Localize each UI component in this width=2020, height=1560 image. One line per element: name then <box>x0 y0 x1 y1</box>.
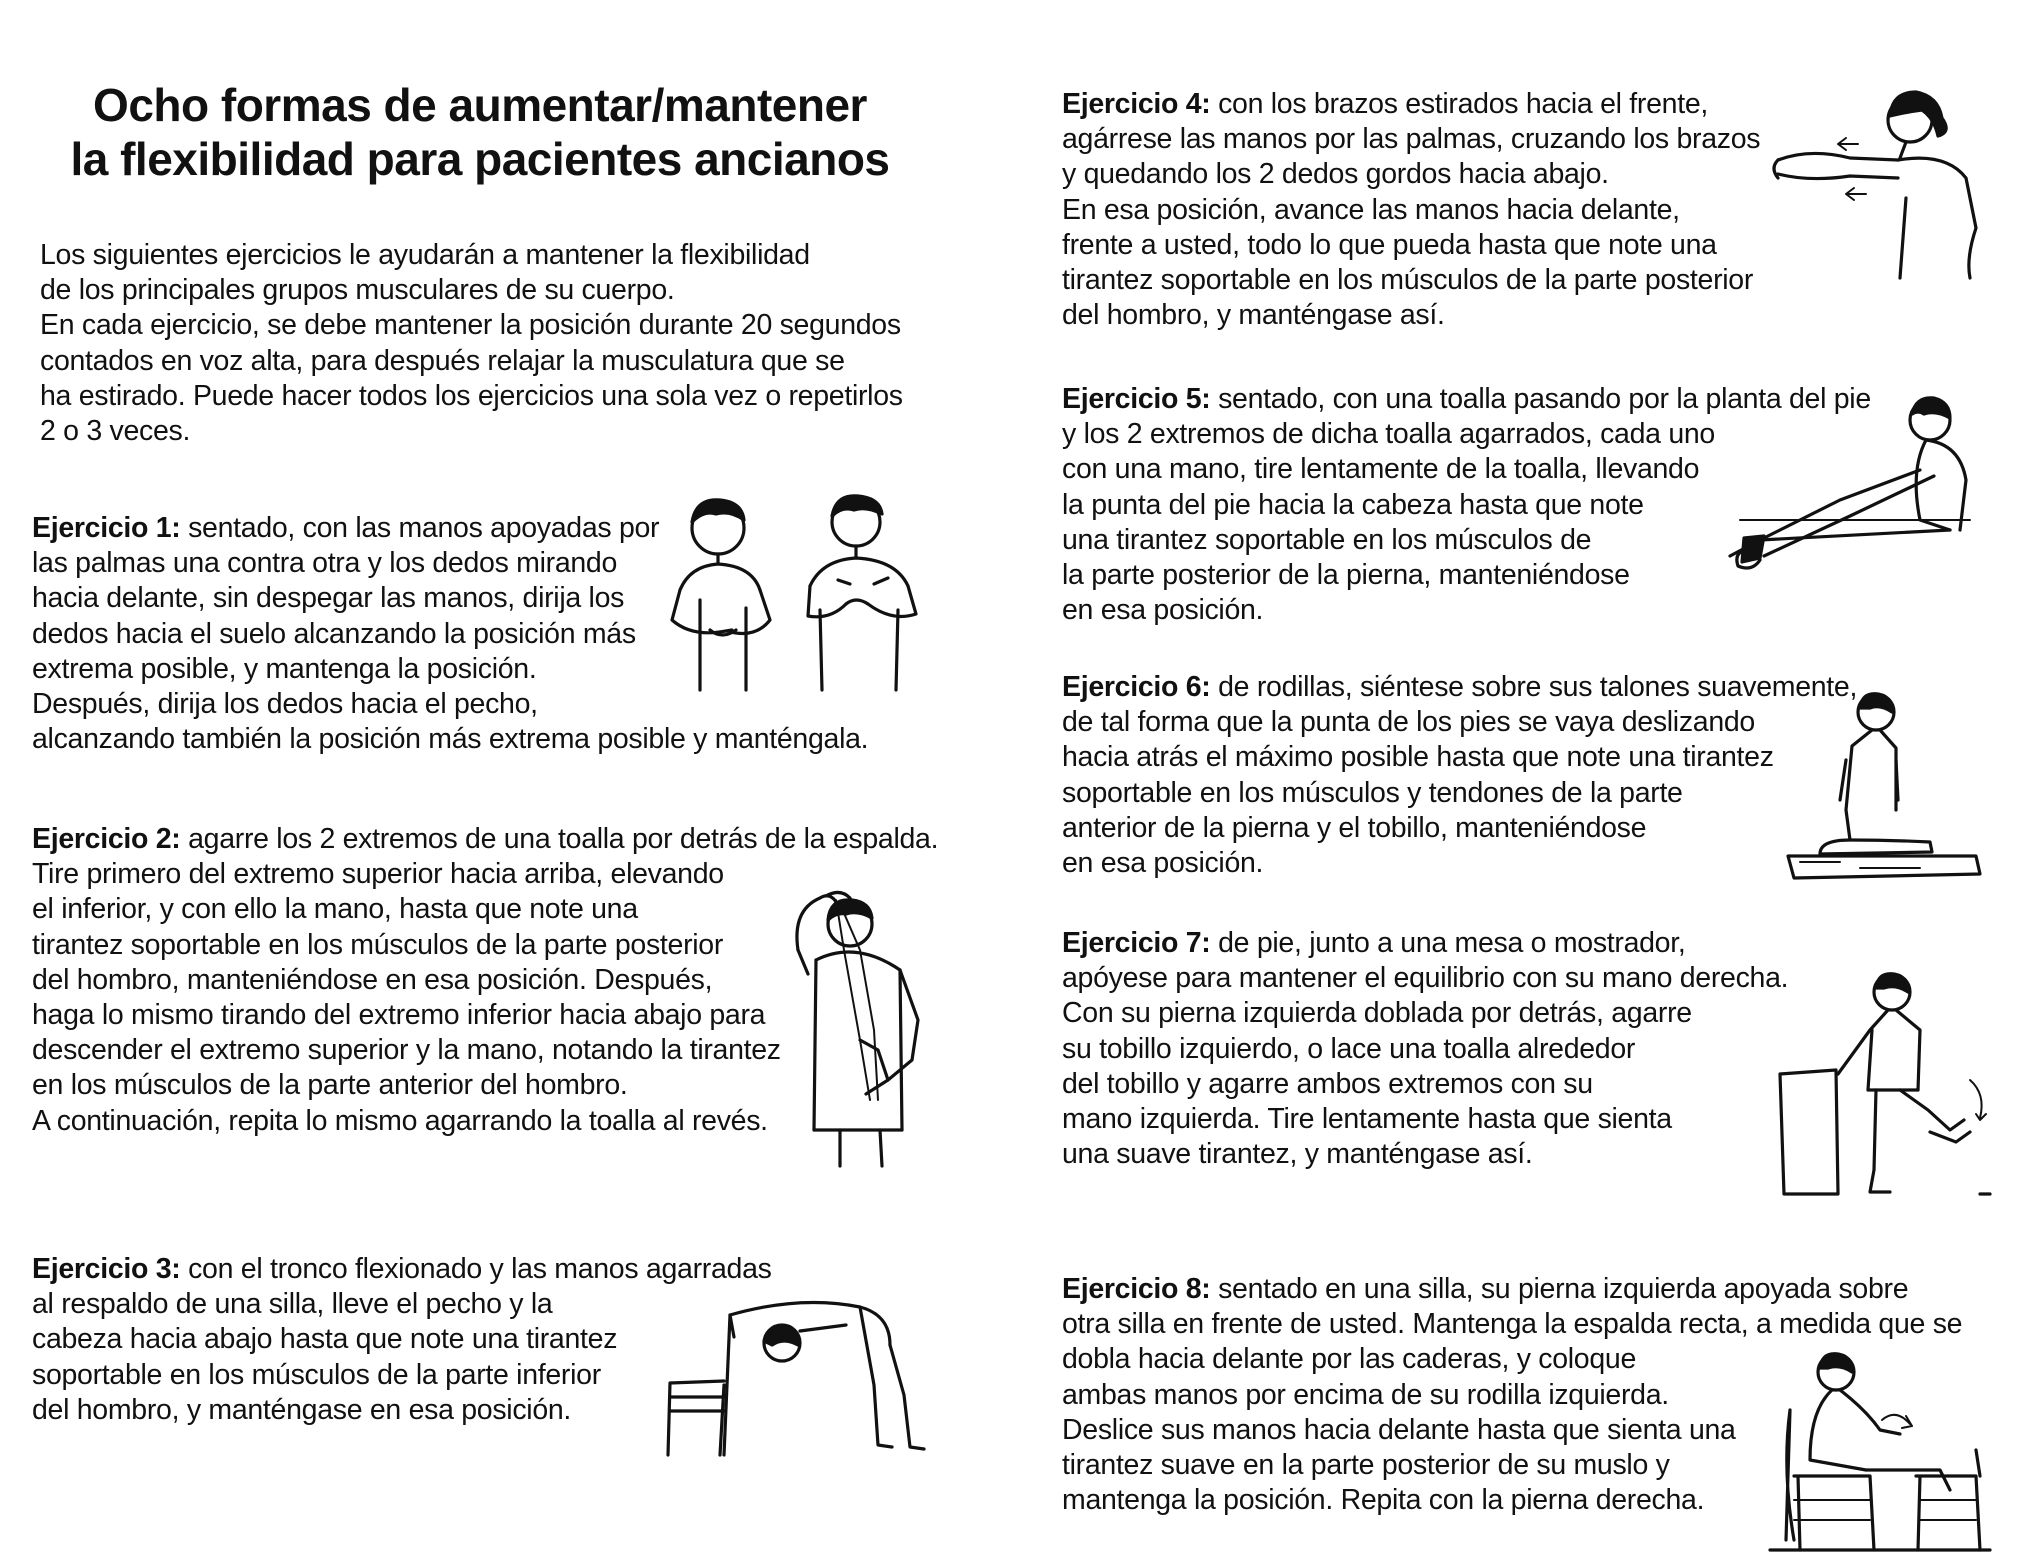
exercise-first-text: sentado, con las manos apoyadas por <box>180 512 660 544</box>
exercise-line: cabeza hacia abajo hasta que note una tirantez <box>32 1323 618 1356</box>
exercise-line: tirantez suave en la parte posterior de su muslo y <box>1062 1449 1670 1482</box>
title-line-1: Ocho formas de aumentar/mantener <box>93 79 867 131</box>
exercise-line: en esa posición. <box>1062 594 1264 627</box>
page-title <box>30 78 930 186</box>
chair-bend-illustration <box>660 1285 950 1465</box>
exercise-line: haga lo mismo tirando del extremo inferior hacia abajo para <box>32 999 766 1032</box>
exercise-label: Ejercicio 3: <box>32 1253 181 1285</box>
exercise-line: soportable en los músculos y tendones de la parte <box>1062 776 1683 809</box>
exercise-first-text: sentado, con una toalla pasando por la planta del pie <box>1210 383 1871 415</box>
exercise-line: dedos hacia el suelo alcanzando la posición más <box>32 617 636 650</box>
exercise-line: hacia delante, sin despegar las manos, dirija los <box>32 582 625 615</box>
exercise-first-text: de pie, junto a una mesa o mostrador, <box>1210 927 1686 959</box>
exercise-line: de tal forma que la punta de los pies se vaya deslizando <box>1062 706 1755 739</box>
exercise-line: otra silla en frente de usted. Mantenga la espalda recta, a medida que se <box>1062 1308 1963 1341</box>
exercise-line: del tobillo y agarre ambos extremos con su <box>1062 1067 1593 1100</box>
exercise-first-text: de rodillas, siéntese sobre sus talones suavemente, <box>1210 671 1858 703</box>
exercise-line: del hombro, y manténgase en esa posición. <box>32 1393 572 1426</box>
exercise-label: Ejercicio 1: <box>32 512 181 544</box>
exercise-line: tirantez soportable en los músculos de la parte posterior <box>32 928 724 961</box>
exercise-first-line <box>32 1252 772 1287</box>
exercise-line: Con su pierna izquierda doblada por detrás, agarre <box>1062 997 1692 1030</box>
exercise-first-text: sentado en una silla, su pierna izquierda apoyada sobre <box>1210 1273 1909 1305</box>
exercise-label: Ejercicio 5: <box>1062 383 1211 415</box>
exercise-line: y quedando los 2 dedos gordos hacia abajo. <box>1062 158 1609 191</box>
exercise-line: Tire primero del extremo superior hacia arriba, elevando <box>32 858 724 891</box>
exercise-line: una tirantez soportable en los músculos de <box>1062 523 1592 556</box>
exercise-line: A continuación, repita lo mismo agarrando la toalla al revés. <box>32 1104 768 1137</box>
wrist-stretch-illustration <box>660 480 940 700</box>
intro-paragraph <box>40 238 903 449</box>
exercise-first-line <box>1062 1272 1962 1307</box>
towel-behind-back-illustration <box>770 880 940 1170</box>
exercise-first-line <box>1062 670 1857 705</box>
exercise-line: y los 2 extremos de dicha toalla agarrados, cada uno <box>1062 418 1715 451</box>
exercise-line: su tobillo izquierdo, o lace una toalla alrededor <box>1062 1032 1636 1065</box>
exercise-line: la punta del pie hacia la cabeza hasta que note <box>1062 488 1644 521</box>
exercise-label: Ejercicio 4: <box>1062 88 1211 120</box>
exercise-line: tirantez soportable en los músculos de la parte posterior <box>1062 264 1754 297</box>
exercise-line: frente a usted, todo lo que pueda hasta que note una <box>1062 228 1717 261</box>
exercise-line: el inferior, y con ello la mano, hasta que note una <box>32 893 638 926</box>
exercise-line: En esa posición, avance las manos hacia delante, <box>1062 193 1680 226</box>
intro-line: Los siguientes ejercicios le ayudarán a mantener la flexibilidad <box>40 239 810 271</box>
exercise-line: ambas manos por encima de su rodilla izquierda. <box>1062 1378 1669 1411</box>
exercise-line: mantenga la posición. Repita con la pierna derecha. <box>1062 1484 1705 1517</box>
exercise-first-line <box>1062 87 1760 122</box>
exercise-first-text: con los brazos estirados hacia el frente, <box>1210 88 1708 120</box>
exercise-7-text <box>1062 926 1788 1172</box>
exercise-line: en esa posición. <box>1062 847 1264 880</box>
exercise-line: agárrese las manos por las palmas, cruzando los brazos <box>1062 123 1761 156</box>
seated-towel-illustration <box>1720 390 1980 590</box>
exercise-line: extrema posible, y mantenga la posición. <box>32 652 537 685</box>
exercise-line: mano izquierda. Tire lentamente hasta que sienta <box>1062 1103 1672 1136</box>
exercise-line: dobla hacia delante por las caderas, y coloque <box>1062 1343 1637 1376</box>
exercise-first-line <box>32 822 938 857</box>
exercise-line: la parte posterior de la pierna, manteniéndose <box>1062 559 1630 592</box>
exercise-line: en los músculos de la parte anterior del hombro. <box>32 1069 628 1102</box>
exercise-first-text: agarre los 2 extremos de una toalla por detrás de la espalda. <box>180 823 939 855</box>
exercise-label: Ejercicio 6: <box>1062 671 1211 703</box>
exercise-line: Después, dirija los dedos hacia el pecho, <box>32 688 538 721</box>
standing-quad-illustration <box>1780 970 2000 1200</box>
exercise-line: soportable en los músculos de la parte inferior <box>32 1358 601 1391</box>
exercise-line: apóyese para mantener el equilibrio con su mano derecha. <box>1062 962 1789 995</box>
exercise-line: alcanzando también la posición más extrema posible y manténgala. <box>32 723 869 756</box>
exercise-label: Ejercicio 8: <box>1062 1273 1211 1305</box>
intro-line: de los principales grupos musculares de su cuerpo. <box>40 274 675 307</box>
exercise-line: hacia atrás el máximo posible hasta que note una tirantez <box>1062 741 1774 774</box>
exercise-line: Deslice sus manos hacia delante hasta que sienta una <box>1062 1413 1736 1446</box>
exercise-4-text <box>1062 87 1760 333</box>
exercise-line: las palmas una contra otra y los dedos mirando <box>32 547 618 580</box>
kneeling-illustration <box>1780 690 1990 890</box>
exercise-line: del hombro, y manténgase así. <box>1062 299 1445 332</box>
arms-forward-illustration <box>1770 78 1990 288</box>
exercise-line: con una mano, tire lentamente de la toalla, llevando <box>1062 453 1700 486</box>
intro-line: contados en voz alta, para después relajar la musculatura que se <box>40 344 845 377</box>
two-chairs-hamstring-illustration <box>1770 1350 2000 1560</box>
exercise-first-text: con el tronco flexionado y las manos agarradas <box>180 1253 772 1285</box>
intro-line: ha estirado. Puede hacer todos los ejercicios una sola vez o repetirlos <box>40 379 903 412</box>
exercise-line: del hombro, manteniéndose en esa posición. Después, <box>32 963 713 996</box>
title-line-2: la flexibilidad para pacientes ancianos <box>70 133 890 185</box>
exercise-line: una suave tirantez, y manténgase así. <box>1062 1138 1533 1171</box>
exercise-first-line <box>1062 926 1788 961</box>
exercise-line: al respaldo de una silla, lleve el pecho y la <box>32 1288 553 1321</box>
exercise-line: descender el extremo superior y la mano, notando la tirantez <box>32 1034 781 1067</box>
intro-line: En cada ejercicio, se debe mantener la posición durante 20 segundos <box>40 309 901 342</box>
exercise-line: anterior de la pierna y el tobillo, manteniéndose <box>1062 811 1647 844</box>
exercise-6-text <box>1062 670 1857 881</box>
exercise-label: Ejercicio 2: <box>32 823 181 855</box>
intro-line: 2 o 3 veces. <box>40 415 191 448</box>
exercise-label: Ejercicio 7: <box>1062 927 1211 959</box>
